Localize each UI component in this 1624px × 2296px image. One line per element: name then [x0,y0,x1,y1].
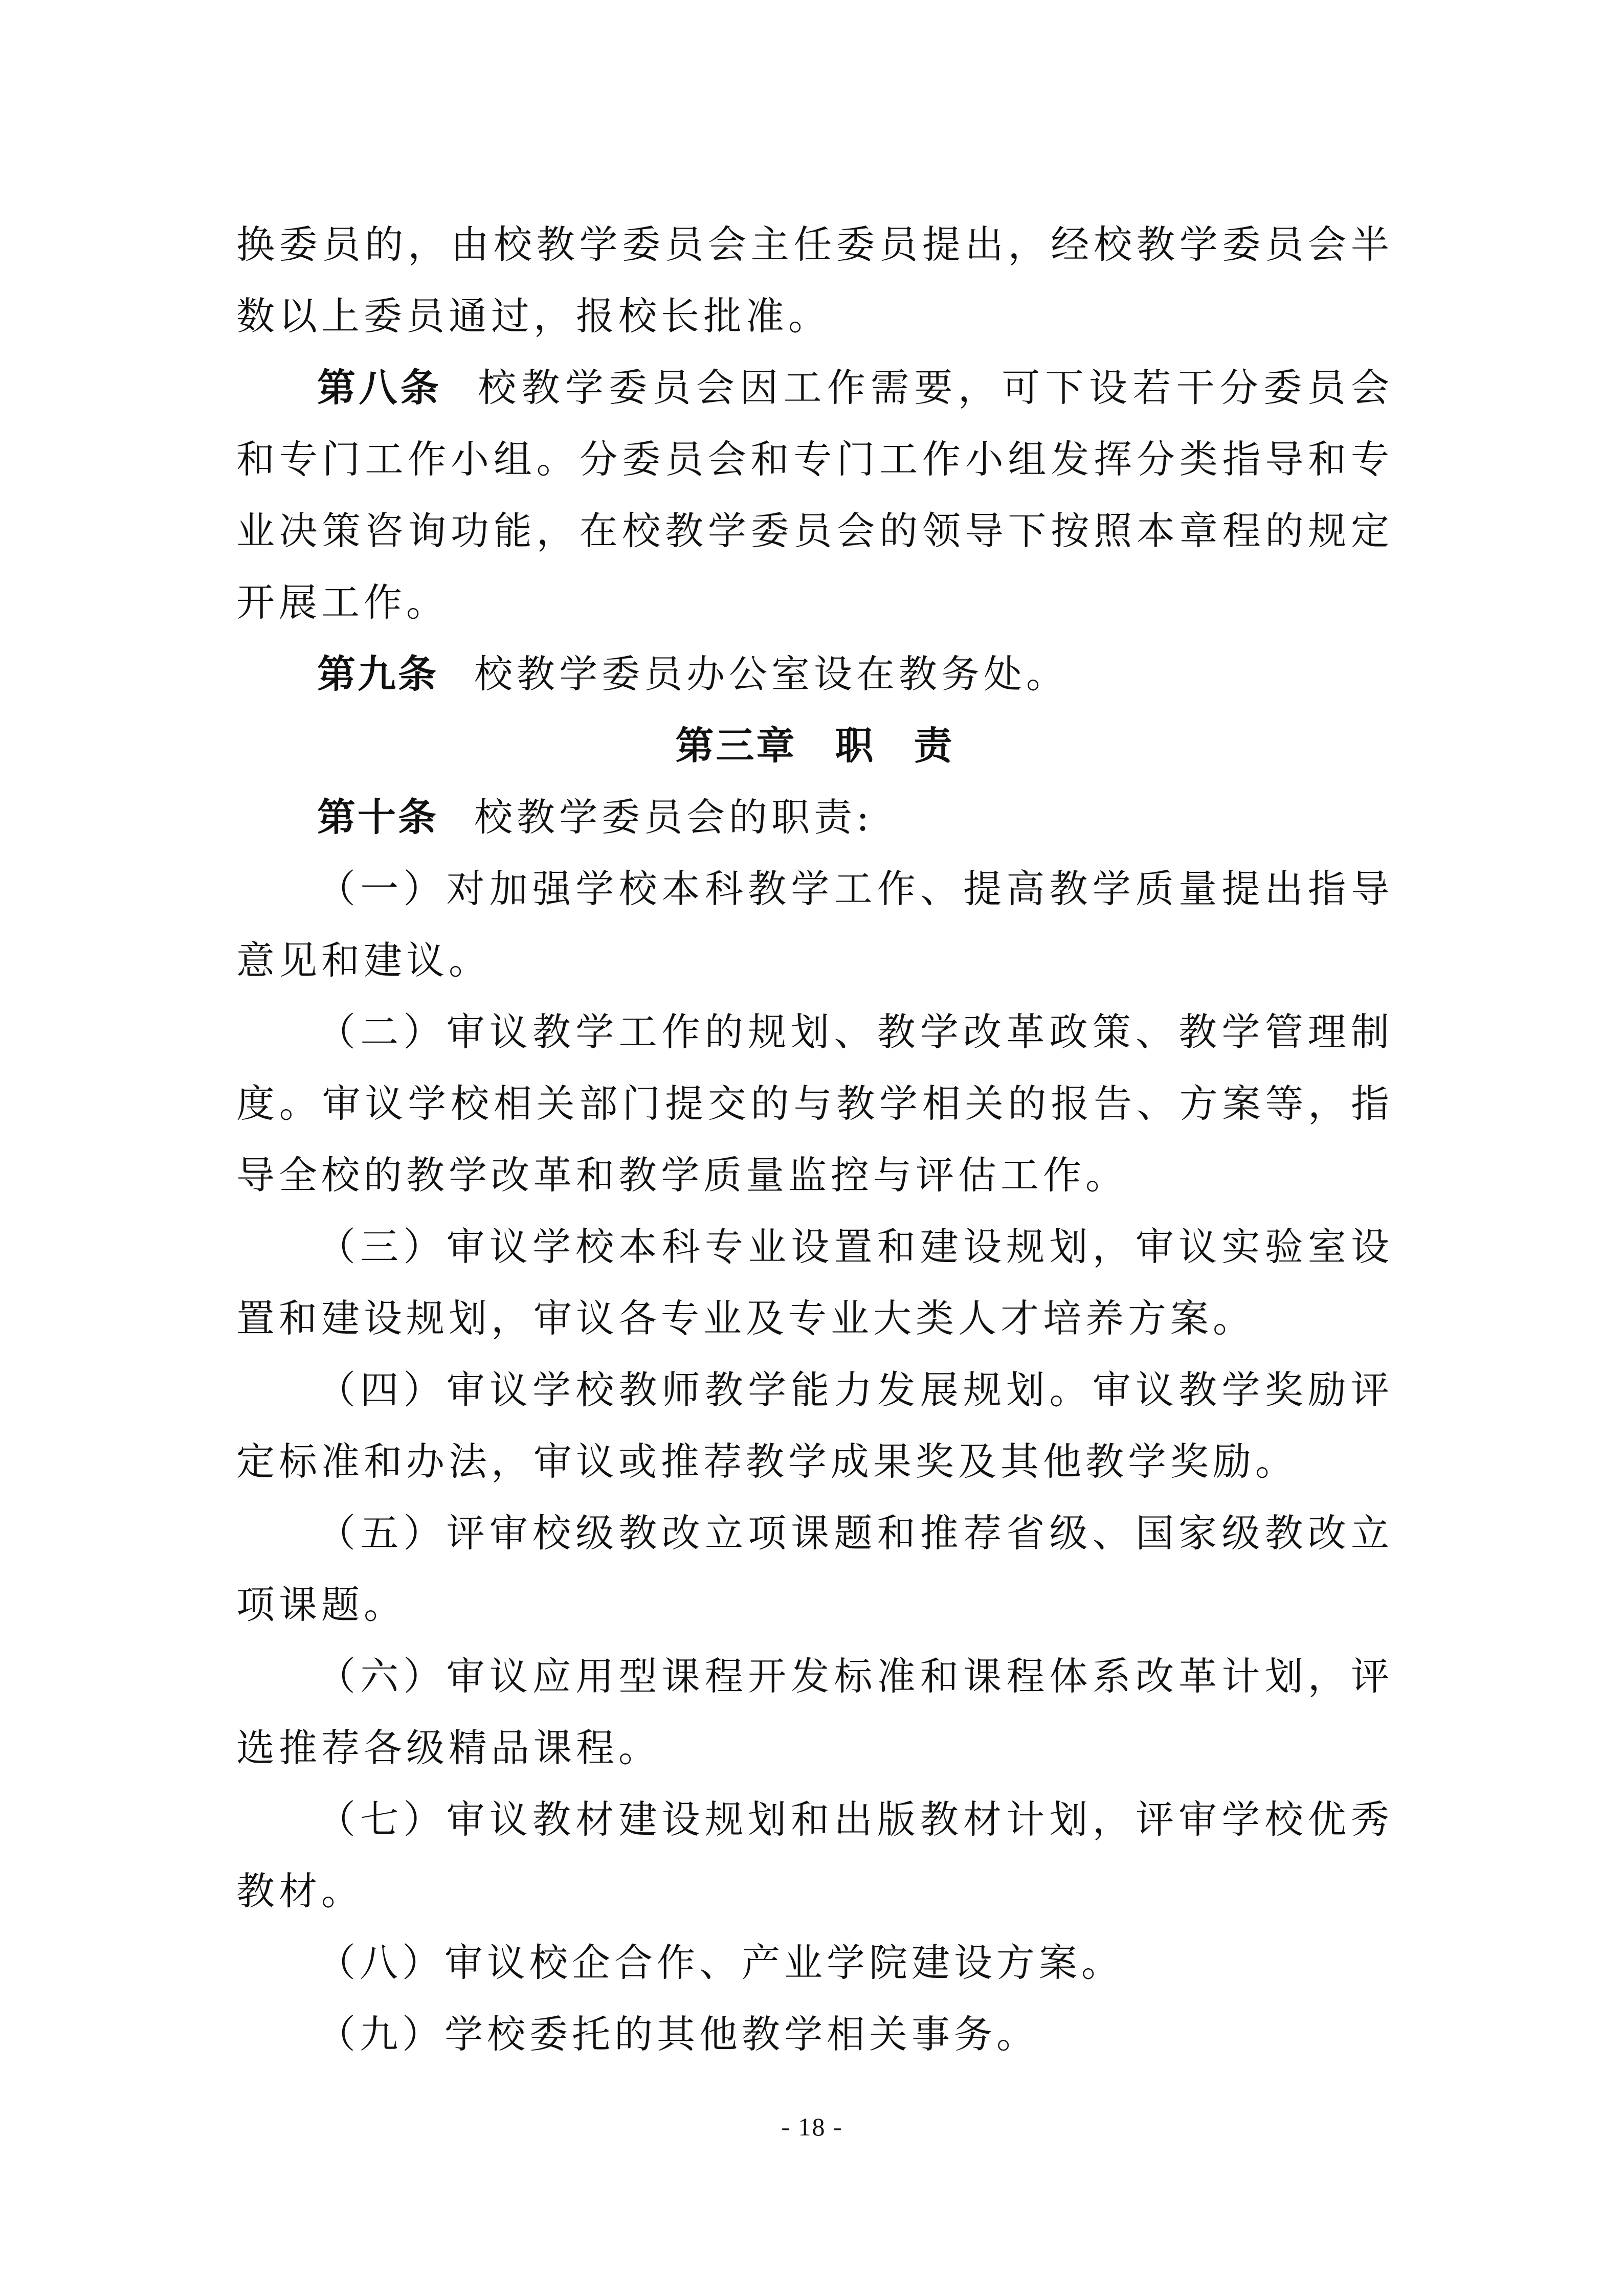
duty-item-7: （七）审议教材建设规划和出版教材计划，评审学校优秀教材。 [236,1797,1393,1914]
duty-item-1: （一）对加强学校本科教学工作、提高教学质量提出指导意见和建议。 [236,866,1393,983]
chapter-title-word-1: 职 [835,723,876,768]
article-8 [236,352,1393,638]
duty-item-6: （六）审议应用型课程开发标准和课程体系改革计划，评选推荐各级精品课程。 [236,1654,1393,1770]
article-9-text: 校教学委员办公室设在教务处。 [474,651,1069,696]
page-number: - 18 - [781,2112,843,2141]
duty-item-4: （四）审议学校教师教学能力发展规划。审议教学奖励评定标准和办法，审议或推荐教学成果奖及其他教学奖励。 [236,1367,1393,1484]
article-8-text: 校教学委员会因工作需要，可下设若干分委员会和专门工作小组。分委员会和专门工作小组发挥分类指导和专业决策咨询功能，在校教学委员会的领导下按照本章程的规定开展工作。 [236,365,1393,625]
article-10-heading: 第十条 [317,795,439,840]
article-9 [236,638,1393,710]
duty-item-3: （三）审议学校本科专业设置和建设规划，审议实验室设置和建设规划，审议各专业及专业大类人才培养方案。 [236,1224,1393,1341]
article-9-heading: 第九条 [317,651,439,696]
chapter-title [236,710,1393,781]
document-body [236,209,1393,2070]
paragraph-continuation: 换委员的，由校教学委员会主任委员提出，经校教学委员会半数以上委员通过，报校长批准。 [236,222,1393,339]
article-10 [236,781,1393,853]
duty-item-2: （二）审议教学工作的规划、教学改革政策、教学管理制度。审议学校相关部门提交的与教学相关的报告、方案等，指导全校的教学改革和教学质量监控与评估工作。 [236,1009,1393,1198]
chapter-number: 第三章 [675,723,797,768]
article-8-heading: 第八条 [317,365,442,410]
chapter-title-word-2: 责 [914,723,954,768]
article-10-text: 校教学委员会的职责: [474,795,874,840]
duty-item-8: （八）审议校企合作、产业学院建设方案。 [317,1940,1124,1985]
duty-item-5: （五）评审校级教改立项课题和推荐省级、国家级教改立项课题。 [236,1511,1393,1627]
duty-item-9: （九）学校委托的其他教学相关事务。 [317,2012,1039,2057]
